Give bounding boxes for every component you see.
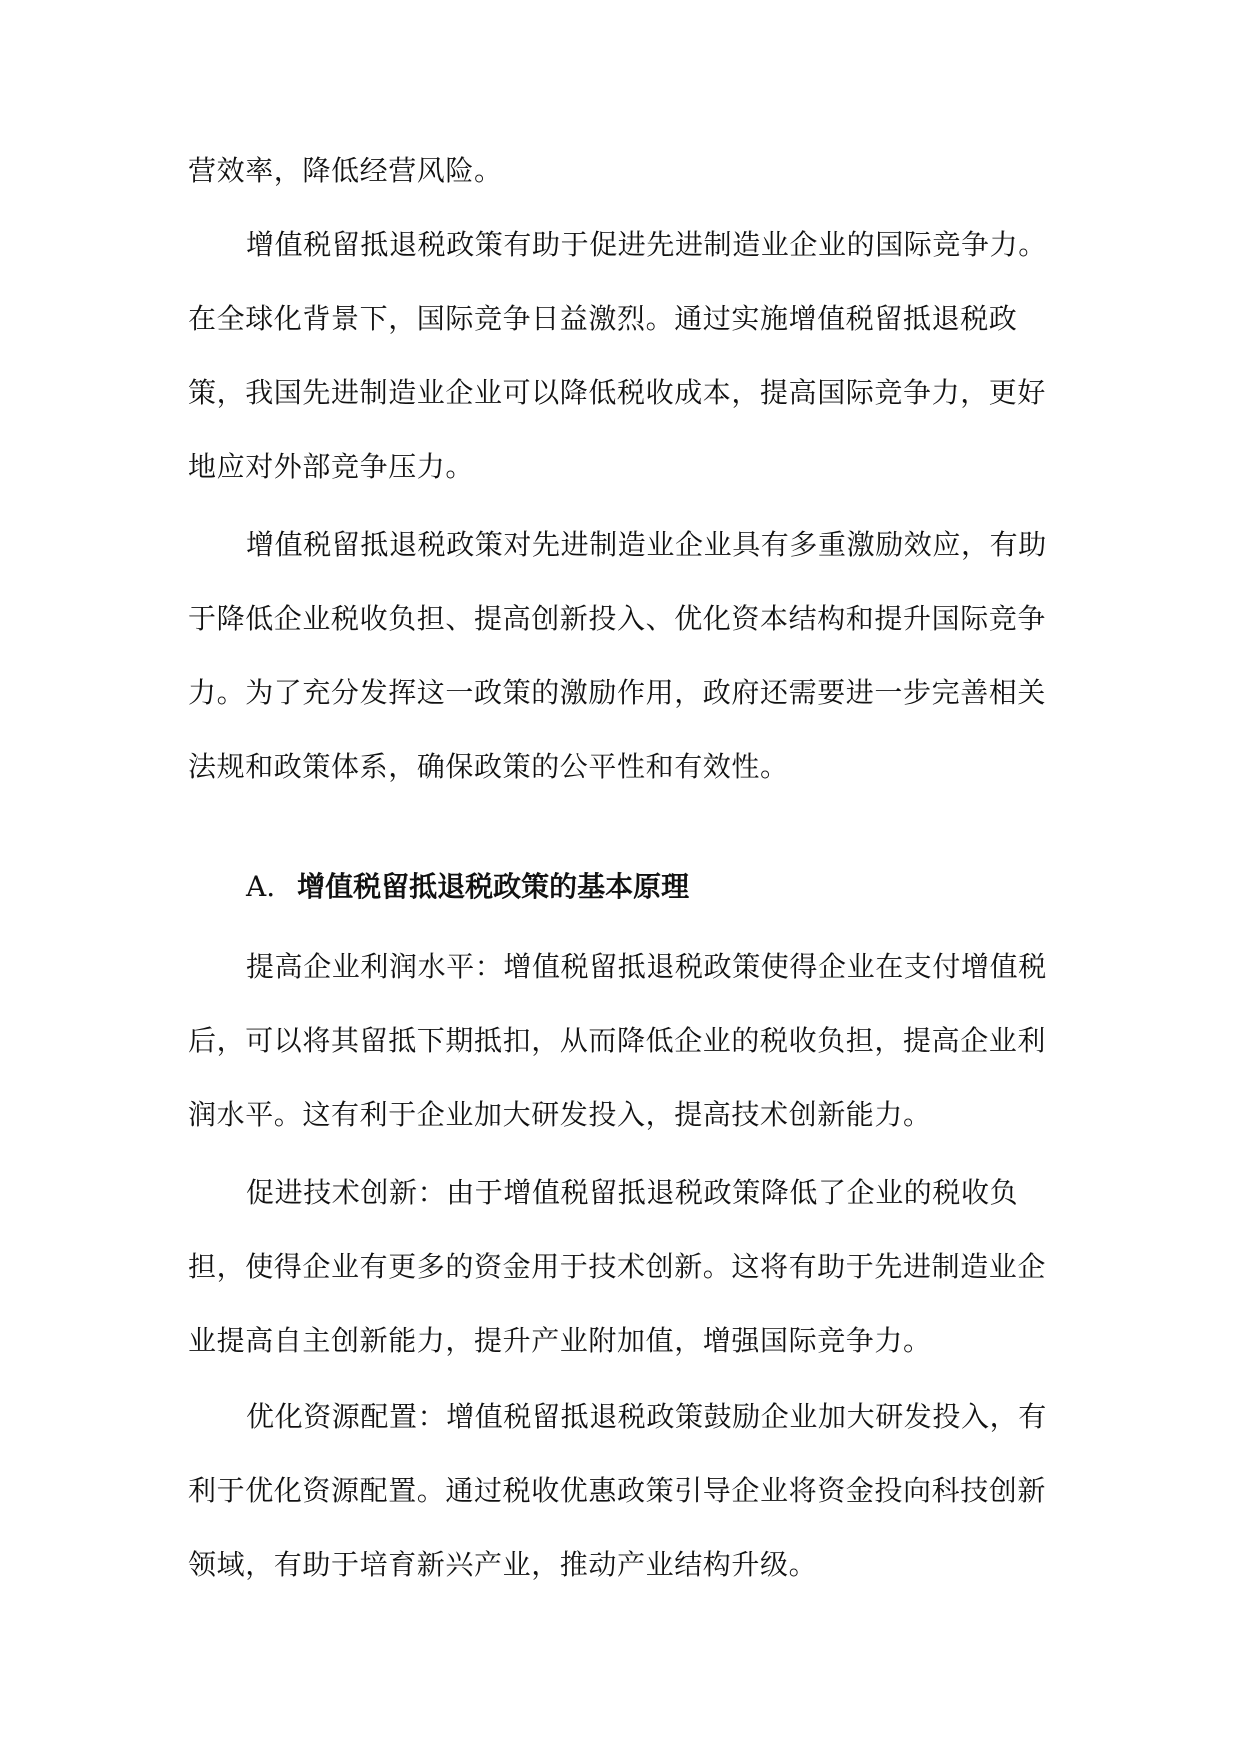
section-heading <box>246 858 689 916</box>
paragraph-tech-innovation: 促进技术创新：由于增值税留抵退税政策降低了企业的税收负担，使得企业有更多的资金用于技术创新。这将有助于先进制造业企业提高自主创新能力，提升产业附加值，增强国际竞争力。 <box>188 1176 1047 1357</box>
section-title: 增值税留抵退税政策的基本原理 <box>297 870 690 903</box>
paragraph-profit-level: 提高企业利润水平：增值税留抵退税政策使得企业在支付增值税后，可以将其留抵下期抵扣，从而降低企业的税收负担，提高企业利润水平。这有利于企业加大研发投入，提高技术创新能力。 <box>188 950 1047 1131</box>
paragraph-resource-allocation: 优化资源配置：增值税留抵退税政策鼓励企业加大研发投入，有利于优化资源配置。通过税收优惠政策引导企业将资金投向科技创新领域，有助于培育新兴产业，推动产业结构升级。 <box>188 1400 1047 1581</box>
continued-paragraph: 营效率，降低经营风险。 <box>188 154 503 187</box>
section-marker: A. <box>246 870 276 903</box>
paragraph-incentive-effects: 增值税留抵退税政策对先进制造业企业具有多重激励效应，有助于降低企业税收负担、提高创新投入、优化资本结构和提升国际竞争力。为了充分发挥这一政策的激励作用，政府还需要进一步完善相关法规和政策体系，确保政策的公平性和有效性。 <box>188 528 1047 783</box>
paragraph-international-competitiveness: 增值税留抵退税政策有助于促进先进制造业企业的国际竞争力。在全球化背景下，国际竞争日益激烈。通过实施增值税留抵退税政策，我国先进制造业企业可以降低税收成本，提高国际竞争力，更好地应对外部竞争压力。 <box>188 228 1047 483</box>
